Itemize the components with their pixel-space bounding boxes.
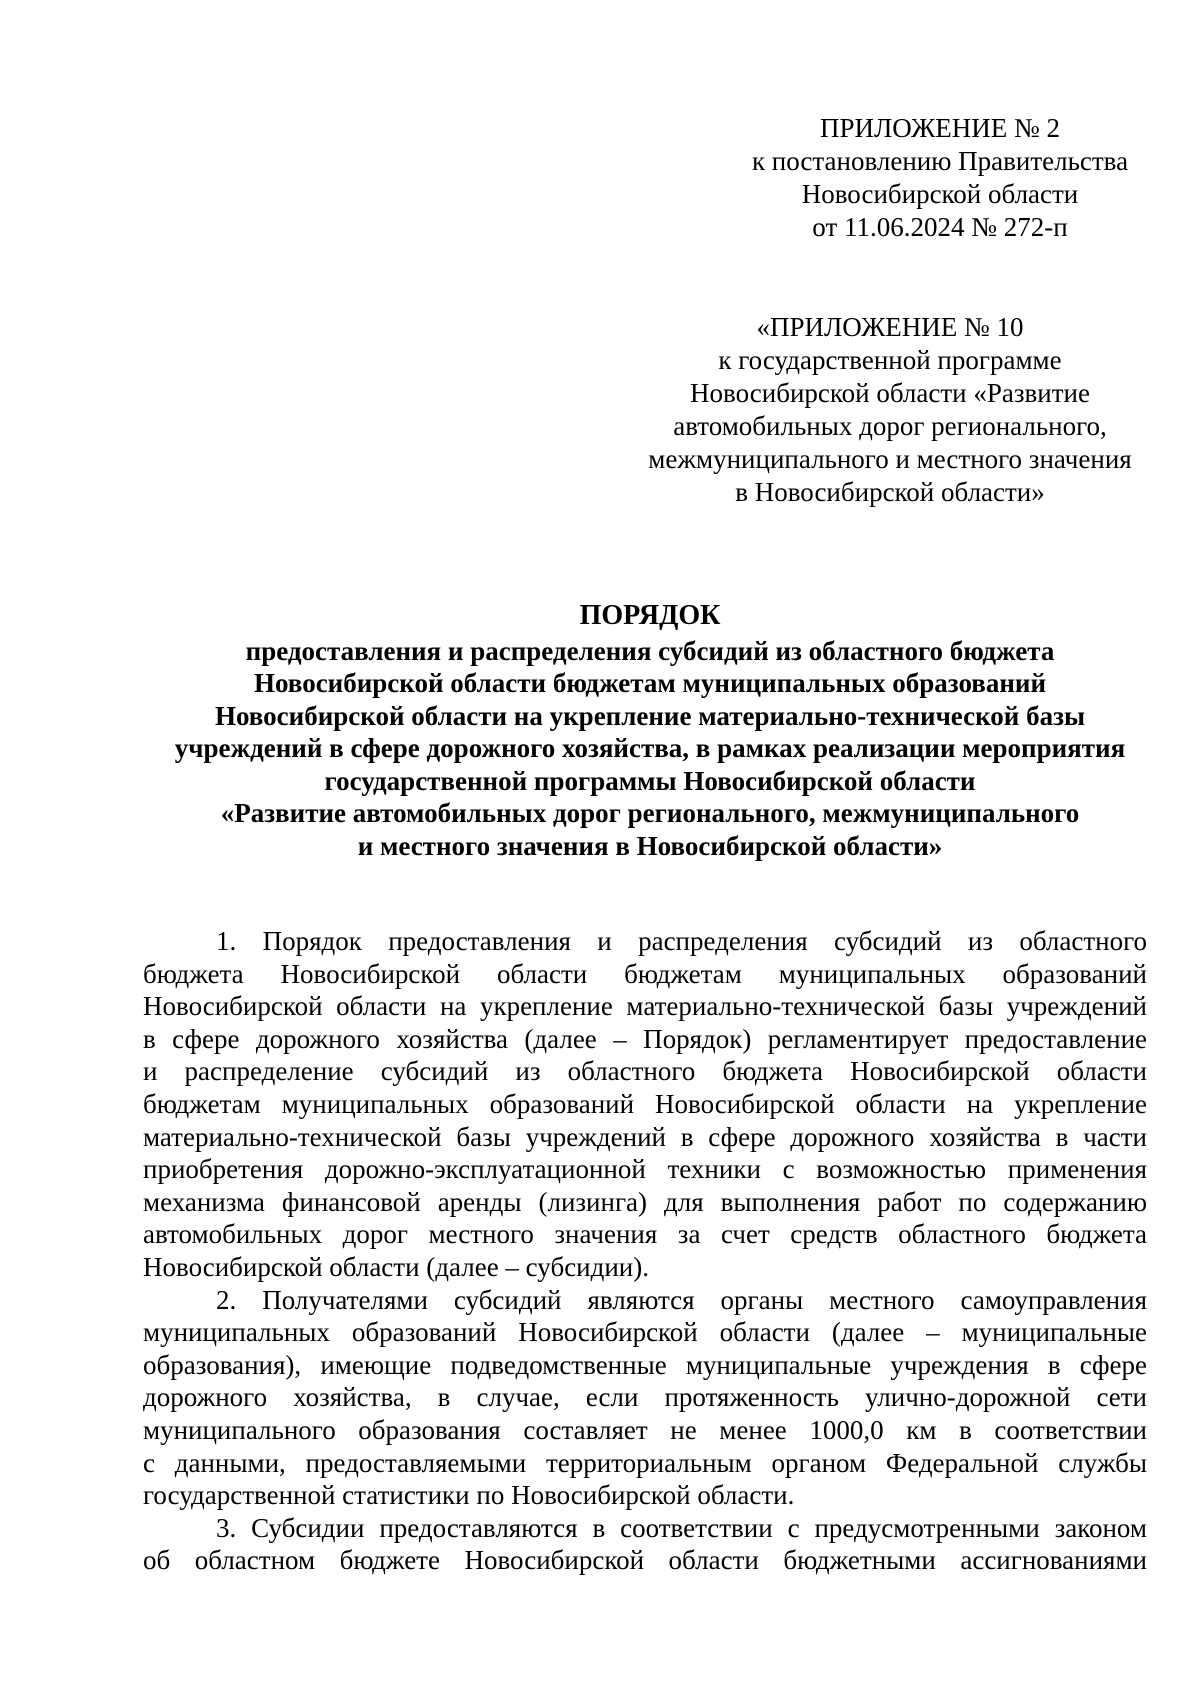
paragraph-3 bbox=[143, 1512, 1147, 1577]
paragraph-1 bbox=[143, 925, 1147, 1284]
paragraph-line: об областном бюджете Новосибирской области бюджетными ассигнованиями bbox=[143, 1545, 1147, 1576]
paragraph-line: 2. Получателями субсидий являются органы местного самоуправления bbox=[216, 1284, 1147, 1315]
appendix-header-line: Новосибирской области bbox=[801, 179, 1079, 209]
paragraph-line: государственной статистики по Новосибирской области. bbox=[143, 1480, 795, 1511]
document-body bbox=[143, 925, 1147, 1577]
paragraph-line: образования), имеющие подведомственные муниципальные учреждения в сфере bbox=[143, 1349, 1147, 1380]
paragraph-line: дорожного хозяйства, в случае, если протяженность улично-дорожной сети bbox=[143, 1382, 1147, 1413]
paragraph-line: бюджета Новосибирской области бюджетам муниципальных образований bbox=[143, 958, 1147, 989]
title-line: Новосибирской области бюджетам муниципальных образований bbox=[253, 668, 1047, 698]
program-appendix-line: «ПРИЛОЖЕНИЕ № 10 bbox=[756, 312, 1024, 342]
paragraph-line: муниципального образования составляет не менее 1000,0 км в соответствии bbox=[143, 1414, 1147, 1445]
program-appendix-line: автомобильных дорог регионального, bbox=[673, 411, 1107, 441]
document-title bbox=[120, 600, 1180, 862]
appendix-header-line: к постановлению Правительства bbox=[751, 146, 1129, 176]
paragraph-line: автомобильных дорог местного значения за счет средств областного бюджета bbox=[143, 1219, 1147, 1250]
paragraph-line: 3. Субсидии предоставляются в соответствии с предусмотренными законом bbox=[216, 1512, 1147, 1543]
title-line: «Развитие автомобильных дорог регионального, межмуниципального bbox=[220, 798, 1080, 828]
paragraph-line: в сфере дорожного хозяйства (далее – Порядок) регламентирует предоставление bbox=[143, 1023, 1147, 1054]
paragraph-line: материально-технической базы учреждений в сфере дорожного хозяйства в части bbox=[143, 1121, 1147, 1152]
paragraph-line: Новосибирской области на укрепление материально-технической базы учреждений bbox=[143, 991, 1147, 1022]
paragraph-line: Новосибирской области (далее – субсидии). bbox=[143, 1251, 649, 1282]
title-line: учреждений в сфере дорожного хозяйства, в рамках реализации мероприятия bbox=[174, 733, 1126, 763]
paragraph-line: муниципальных образований Новосибирской области (далее – муниципальные bbox=[143, 1317, 1147, 1348]
program-appendix-line: в Новосибирской области» bbox=[735, 477, 1045, 507]
title-heading: ПОРЯДОК bbox=[579, 600, 721, 631]
paragraph-line: механизма финансовой аренды (лизинга) для выполнения работ по содержанию bbox=[143, 1186, 1147, 1217]
title-line: Новосибирской области на укрепление материально-технической базы bbox=[214, 700, 1086, 731]
paragraph-line: с данными, предоставляемыми территориальным органом Федеральной службы bbox=[143, 1447, 1147, 1478]
title-line: предоставления и распределения субсидий из областного бюджета bbox=[245, 635, 1055, 666]
appendix-header-line: ПРИЛОЖЕНИЕ № 2 bbox=[819, 113, 1061, 143]
title-line: государственной программы Новосибирской области bbox=[324, 765, 976, 796]
program-appendix-line: межмуниципального и местного значения bbox=[648, 444, 1132, 474]
title-line: и местного значения в Новосибирской области» bbox=[357, 830, 943, 861]
program-appendix-line: Новосибирской области «Развитие bbox=[690, 378, 1090, 408]
paragraph-line: и распределение субсидий из областного бюджета Новосибирской области bbox=[143, 1056, 1147, 1087]
program-appendix-header bbox=[630, 311, 1150, 509]
paragraph-2 bbox=[143, 1284, 1147, 1512]
paragraph-line: 1. Порядок предоставления и распределения субсидий из областного bbox=[216, 926, 1147, 956]
appendix-header-line: от 11.06.2024 № 272-п bbox=[812, 212, 1068, 242]
appendix-header bbox=[740, 112, 1140, 244]
paragraph-line: бюджетам муниципальных образований Новосибирской области на укрепление bbox=[143, 1088, 1147, 1119]
program-appendix-line: к государственной программе bbox=[718, 345, 1062, 375]
paragraph-line: приобретения дорожно-эксплуатационной техники с возможностью применения bbox=[143, 1154, 1147, 1185]
